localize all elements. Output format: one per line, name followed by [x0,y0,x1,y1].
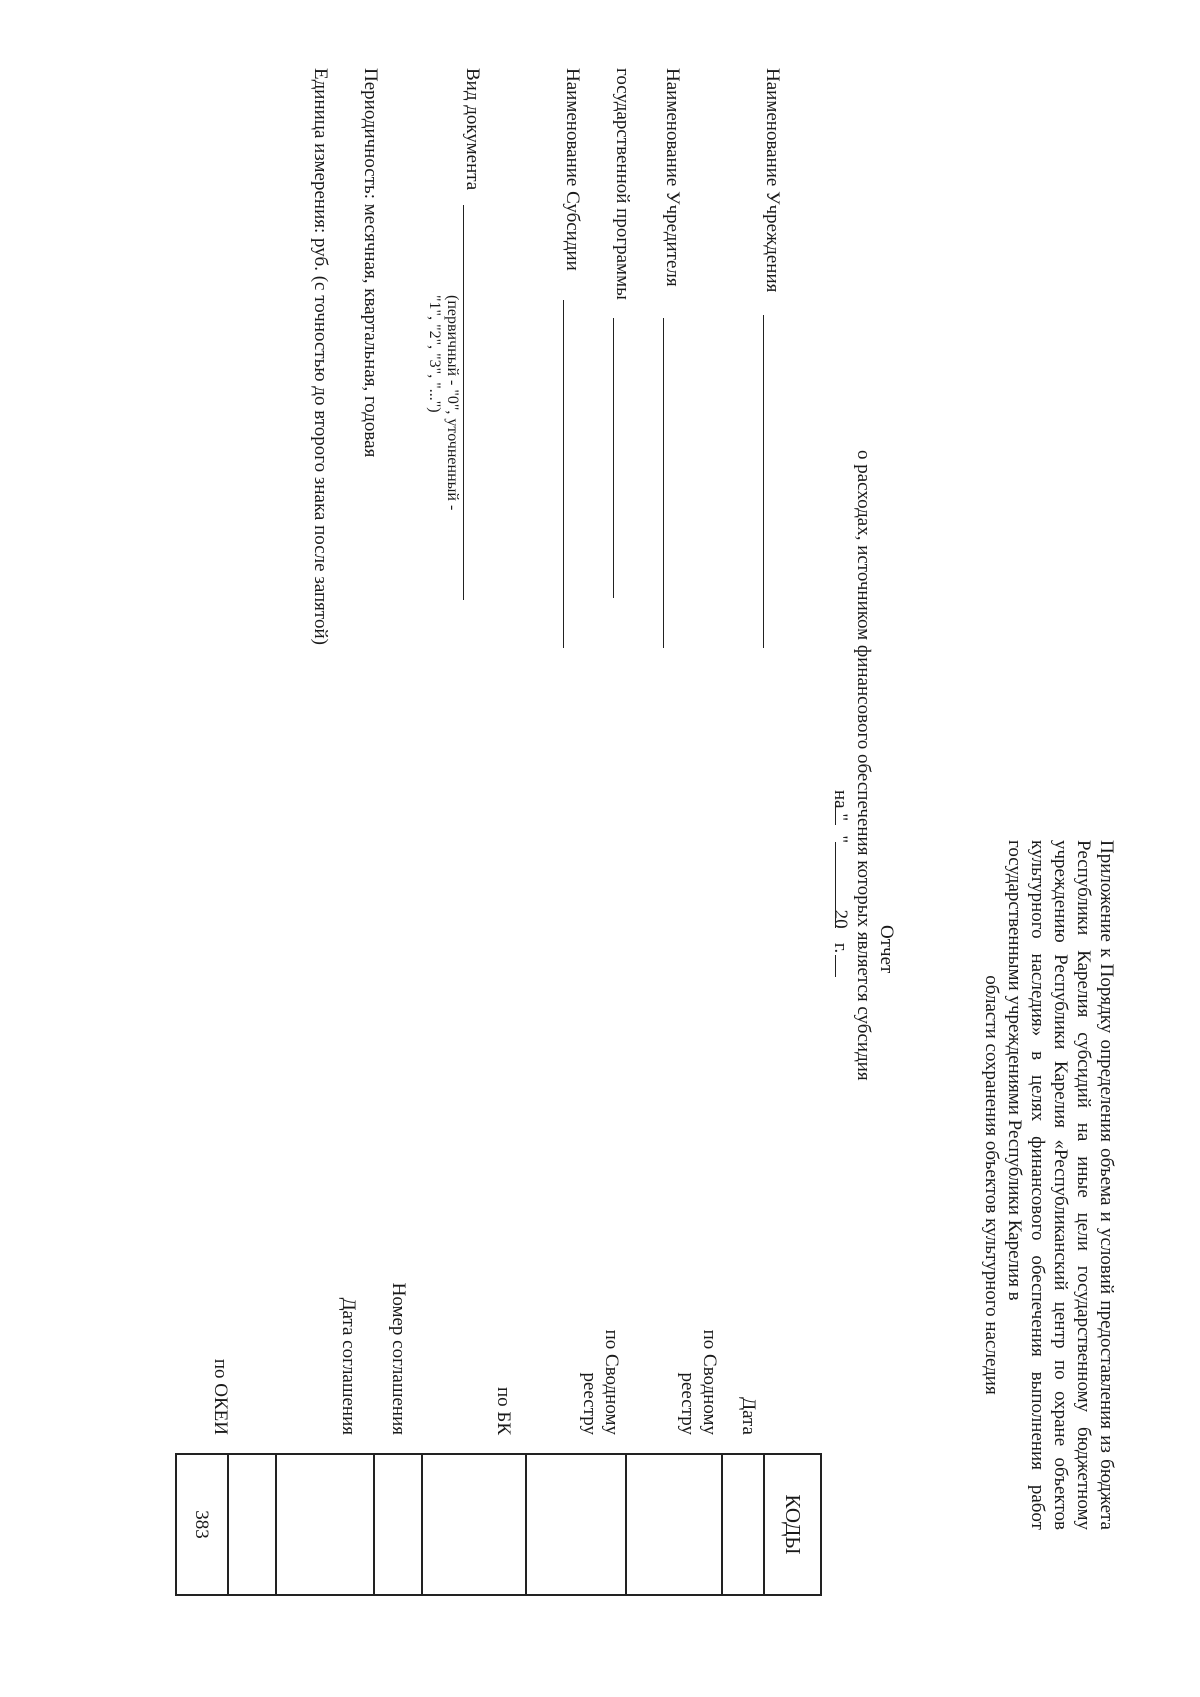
report-date-line: на " " 20 г. [830,790,851,954]
subsidy-label: Наименование Субсидии [562,68,583,271]
founder-label: Наименование Учредителя [662,68,683,287]
codes-okei-label: по ОКЕИ [210,1358,231,1435]
appendix-note [980,840,1118,1530]
codes-header: КОДЫ [764,1454,821,1595]
codes-agreement-date-label: Дата соглашения [338,1297,359,1435]
codes-registry-2-cell[interactable] [526,1454,626,1595]
unit-label: Единица измерения: руб. (с точностью до второго знака после запятой) [310,68,331,645]
program-label: государственной программы [612,68,633,300]
appendix-text: Приложение к Порядку определения объема и условий предоставления из бюджета Республики Карелия субсидий на иные цели государственному бюджетному учреждению Республики Карелия «Республиканский центр по охране объектов культурного наследия» в целях финансового обеспечения выполнения работ государственными учреждениями Республики Карелия в [1004,840,1117,1530]
codes-bk-label: по БК [493,1386,514,1435]
codes-date-label: Дата [738,1397,759,1435]
codes-bk-cell[interactable] [422,1454,526,1595]
codes-extra-cell[interactable] [228,1454,276,1595]
doc-type-label: Вид документа [462,68,483,191]
institution-label: Наименование Учреждения [762,68,783,293]
subsidy-blank[interactable] [563,300,564,648]
codes-table [175,1453,822,1596]
codes-agreement-date-cell[interactable] [276,1454,374,1595]
doc-type-blank[interactable] [463,205,464,600]
year-blank[interactable] [835,955,836,977]
codes-agreement-number-cell[interactable] [374,1454,422,1595]
codes-registry-1-cell[interactable] [626,1454,722,1595]
appendix-last-line: области сохранения объектов культурного наследия [981,975,1002,1395]
day-blank[interactable] [835,803,836,825]
founder-blank[interactable] [663,318,664,648]
codes-okei-cell: 383 [176,1454,228,1595]
month-blank[interactable] [835,842,836,928]
institution-blank[interactable] [763,315,764,648]
report-title: Отчет [876,925,897,974]
codes-registry-2-label: по Сводному реестру [579,1329,622,1435]
doc-type-hint-2: "1", "2", "3", "...") [426,295,443,413]
codes-date-cell[interactable] [722,1454,764,1595]
report-subtitle: о расходах, источником финансового обеспечения которых является субсидия [853,450,874,1081]
codes-registry-1-label: по Сводному реестру [677,1329,720,1435]
program-blank[interactable] [613,318,614,598]
periodicity-label: Периодичность: месячная, квартальная, годовая [360,68,381,458]
codes-agreement-number-label: Номер соглашения [388,1282,409,1435]
doc-type-hint-1: (первичный - "0", уточненный - [444,295,461,511]
